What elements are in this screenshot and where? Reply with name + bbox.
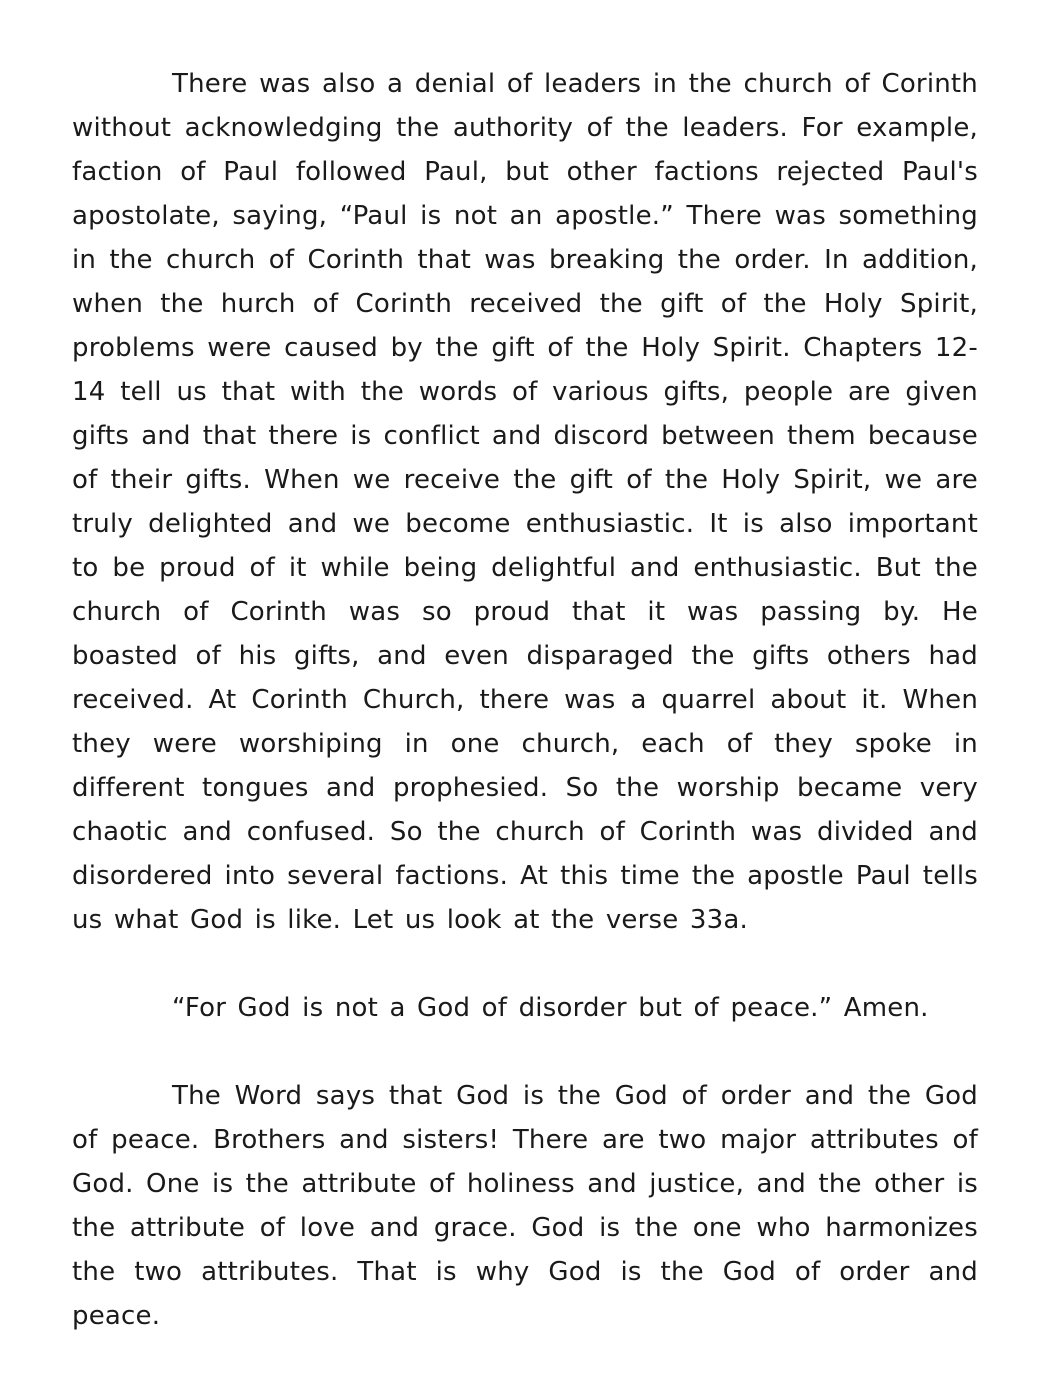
paragraph-spacer [72, 942, 978, 986]
body-paragraph-corinth-disorder: There was also a denial of leaders in the church of Corinth without acknowledging the authority of the leaders. For example, faction of Paul followed Paul, but other factions rejected Paul's apostolate, saying, “Paul is not an apostle.” There was something in the church of Corinth that was breaking the order. In addition, when the hurch of Corinth received the gift of the Holy Spirit, problems were caused by the gift of the Holy Spirit. Chapters 12-14 tell us that with the words of various gifts, people are given gifts and that there is conflict and discord between them because of their gifts. When we receive the gift of the Holy Spirit, we are truly delighted and we become enthusiastic. It is also important to be proud of it while being delightful and enthusiastic. But the church of Corinth was so proud that it was passing by. He boasted of his gifts, and even disparaged the gifts others had received. At Corinth Church, there was a quarrel about it. When they were worshiping in one church, each of they spoke in different tongues and prophesied. So the worship became very chaotic and confused. So the church of Corinth was divided and disordered into several factions. At this time the apostle Paul tells us what God is like. Let us look at the verse 33a. [72, 69, 978, 935]
document-page [72, 62, 978, 1338]
scripture-quote: “For God is not a God of disorder but of peace.” Amen. [172, 993, 929, 1023]
body-paragraph-god-of-order: The Word says that God is the God of order and the God of peace. Brothers and sisters! There are two major attributes of God. One is the attribute of holiness and justice, and the other is the attribute of love and grace. God is the one who harmonizes the two attributes. That is why God is the God of order and peace. [72, 1081, 978, 1331]
paragraph-spacer [72, 1030, 978, 1074]
